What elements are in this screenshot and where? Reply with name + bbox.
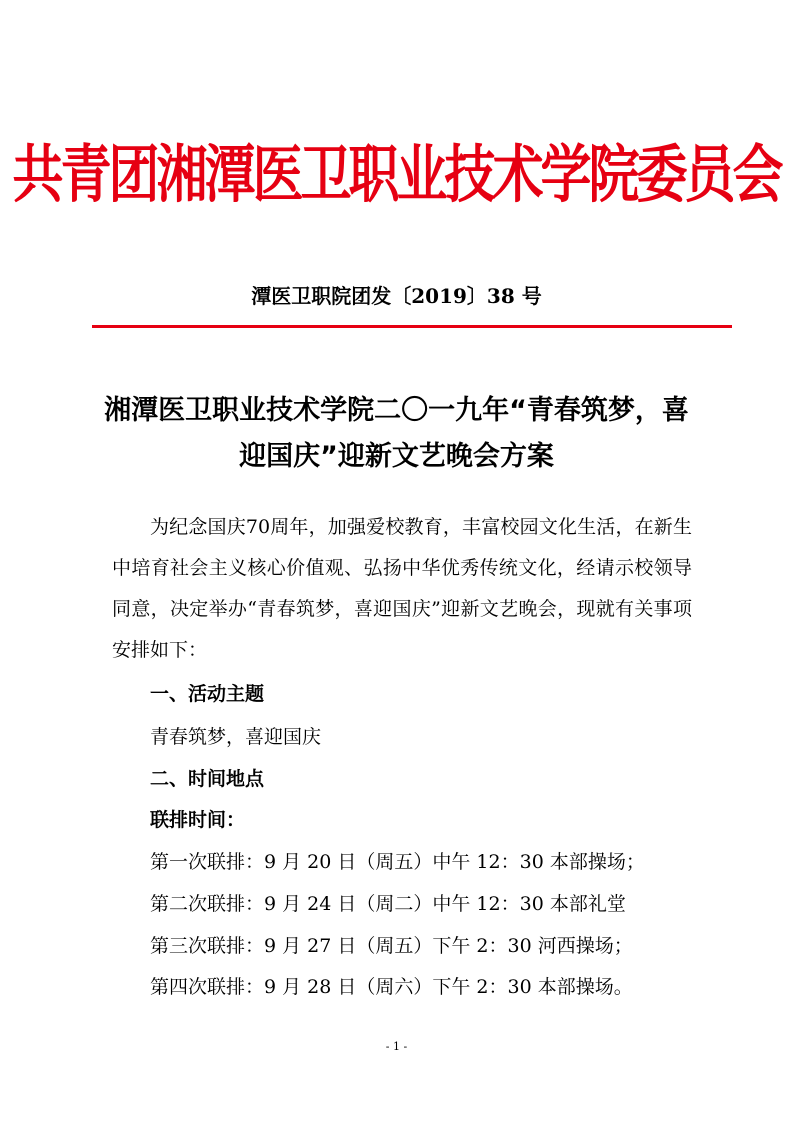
rehearsal-item-1: 第一次联排：9 月 20 日（周五）中午 12：30 本部操场； (150, 851, 645, 873)
rehearsal-time-label: 联排时间： (150, 809, 246, 831)
section-heading-time-location: 二、时间地点 (150, 768, 265, 790)
red-divider-line (92, 325, 732, 328)
organization-header: 共青团湘潭医卫职业技术学院委员会 (12, 140, 781, 212)
section-content-theme: 青春筑梦，喜迎国庆 (150, 726, 322, 748)
section-heading-theme: 一、活动主题 (150, 683, 265, 705)
document-title: 湘潭医卫职业技术学院二〇一九年“青春筑梦，喜迎国庆”迎新文艺晚会方案 (104, 395, 689, 472)
document-number: 潭医卫职院团发〔2019〕38 号 (251, 284, 542, 308)
intro-paragraph: 为纪念国庆70周年，加强爱校教育，丰富校园文化生活，在新生中培育社会主义核心价值观、弘扬中华优秀传统文化，经请示校领导同意，决定举办“青春筑梦，喜迎国庆”迎新文艺晚会，现就有关事项安排如下： (112, 516, 692, 661)
rehearsal-item-3: 第三次联排：9 月 27 日（周五）下午 2：30 河西操场； (150, 935, 633, 957)
rehearsal-item-2: 第二次联排：9 月 24 日（周二）中午 12：30 本部礼堂 (150, 893, 626, 915)
rehearsal-item-4: 第四次联排：9 月 28 日（周六）下午 2：30 本部操场。 (150, 976, 633, 998)
page-number: - 1 - (385, 1040, 408, 1053)
